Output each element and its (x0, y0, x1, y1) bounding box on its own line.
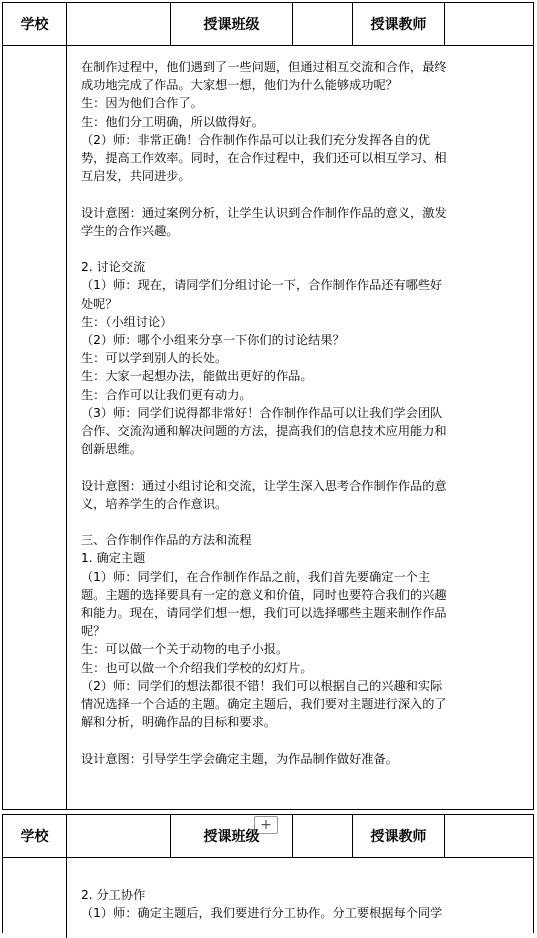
text-line: 生：因为他们合作了。 (81, 96, 203, 111)
text-line: （3）师：同学们说得都非常好！合作制作作品可以让我们学会团队 (81, 405, 443, 420)
content-row (3, 46, 533, 810)
lesson-content (81, 58, 519, 768)
text-line: 2. 讨论交流 (81, 260, 146, 275)
class-value-cell-2[interactable] (293, 815, 353, 857)
class-label-2: 授课班级 (171, 815, 293, 857)
add-row-button[interactable]: + (254, 816, 278, 834)
lesson-table-2 (2, 814, 534, 933)
school-value-cell[interactable] (67, 3, 171, 45)
class-label: 授课班级 (171, 3, 293, 45)
teacher-value-cell-2[interactable] (445, 815, 533, 857)
text-line: 势，提高工作效率。同时，在合作过程中，我们还可以相互学习、相 (81, 151, 447, 166)
text-line: 和能力。现在，请同学们想一想，我们可以选择哪些主题来制作作品 (81, 606, 447, 621)
table-header-row-2 (3, 815, 533, 858)
text-line: 生：可以做一个关于动物的电子小报。 (81, 642, 289, 657)
text-line: 生：也可以做一个介绍我们学校的幻灯片。 (81, 660, 313, 675)
text-line: 1. 确定主题 (81, 551, 146, 566)
left-label-column (3, 46, 67, 810)
teacher-label-2: 授课教师 (353, 815, 445, 857)
school-value-cell-2[interactable] (67, 815, 171, 857)
text-line: 情况选择一个合适的主题。确定主题后，我们要对主题进行深入的了 (81, 697, 447, 712)
text-line: 创新思维。 (81, 442, 142, 457)
text-line: 设计意图：引导学生学会确定主题，为作品制作做好准备。 (81, 751, 398, 766)
text-line: 学生的合作兴趣。 (81, 223, 179, 238)
text-line: 合作、交流沟通和解决问题的方法，提高我们的信息技术应用能力和 (81, 424, 447, 439)
text-line: （2）师：哪个小组来分享一下你们的讨论结果？ (81, 333, 345, 348)
teacher-value-cell[interactable] (445, 3, 533, 45)
text-line: 互启发，共同进步。 (81, 169, 191, 184)
table-header-row (3, 3, 533, 46)
text-line: 解和分析，明确作品的目标和要求。 (81, 715, 276, 730)
text-line: 2. 分工协作 (81, 888, 146, 902)
text-line: 义，培养学生的合作意识。 (81, 496, 228, 511)
text-line: （2）师：同学们的想法都很不错！我们可以根据自己的兴趣和实际 (81, 678, 443, 693)
text-line: （2）师：非常正确！合作制作作品可以让我们充分发挥各自的优 (81, 132, 431, 147)
text-line: 在制作过程中，他们遇到了一些问题，但通过相互交流和合作，最终 (81, 60, 447, 74)
text-line: 生：可以学到别人的长处。 (81, 351, 228, 366)
text-line (81, 240, 519, 258)
class-value-cell[interactable] (293, 3, 353, 45)
text-line: （1）师：确定主题后，我们要进行分工协作。分工要根据每个同学 (81, 906, 443, 921)
school-label-2: 学校 (3, 815, 67, 857)
text-line: 成功地完成了作品。大家想一想，他们为什么能够成功呢？ (81, 78, 398, 93)
left-label-column-2 (3, 858, 67, 938)
text-line: 生：（小组讨论） (81, 314, 173, 329)
text-line: 生：他们分工明确，所以做得好。 (81, 114, 264, 129)
text-line: 设计意图：通过小组讨论和交流，让学生深入思考合作制作作品的意 (81, 478, 447, 493)
teacher-label: 授课教师 (353, 3, 445, 45)
text-line: （1）师：同学们，在合作制作作品之前，我们首先要确定一个主 (81, 569, 431, 584)
text-line: 三、合作制作作品的方法和流程 (81, 533, 252, 548)
text-line: 题。主题的选择要具有一定的意义和价值，同时也要符合我们的兴趣 (81, 587, 447, 602)
text-line (81, 458, 519, 476)
text-line: 设计意图：通过案例分析，让学生认识到合作制作作品的意义，激发 (81, 205, 447, 220)
lesson-table-1 (2, 2, 534, 810)
text-line: （1）师：现在，请同学们分组讨论一下，合作制作作品还有哪些好 (81, 278, 443, 293)
text-line: 处呢？ (81, 296, 118, 311)
text-line: 生：合作可以让我们更有动力。 (81, 387, 252, 402)
lesson-content-2 (81, 886, 519, 922)
text-line (81, 185, 519, 203)
content-row-2 (3, 858, 533, 938)
text-line (81, 731, 519, 749)
text-line: 生：大家一起想办法，能做出更好的作品。 (81, 369, 313, 384)
text-line: 呢？ (81, 624, 106, 639)
text-line (81, 513, 519, 531)
school-label: 学校 (3, 3, 67, 45)
